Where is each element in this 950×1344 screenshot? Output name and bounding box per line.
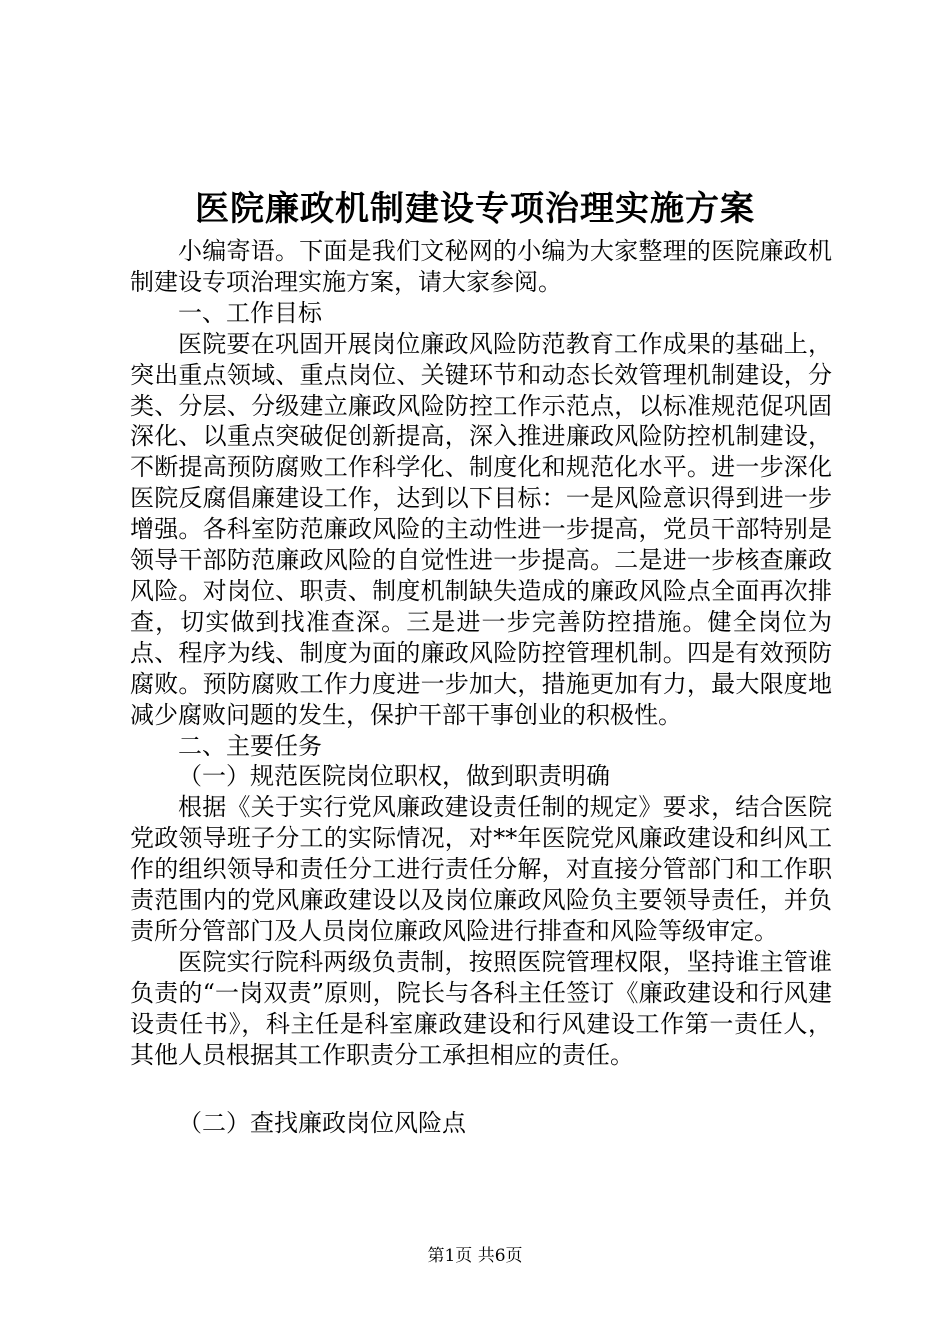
document-title: 医院廉政机制建设专项治理实施方案: [195, 189, 755, 229]
task-paragraph-1: 根据《关于实行党风廉政建设责任制的规定》要求，结合医院党政领导班子分工的实际情况，对**年医院党风廉政建设和纠风工作的组织领导和责任分工进行责任分解，对直接分管部门和工作职责范围内的党风廉政建设以及岗位廉政风险负主要领导责任，并负责所分管部门及人员岗位廉政风险进行排查和风险等级审定。: [130, 793, 832, 945]
intro-paragraph: 小编寄语。下面是我们文秘网的小编为大家整理的医院廉政机制建设专项治理实施方案，请大家参阅。: [130, 237, 832, 296]
subsection-heading-2: （二）查找廉政岗位风险点: [178, 1109, 466, 1138]
section-heading-tasks: 二、主要任务: [178, 731, 322, 760]
goals-paragraph: 医院要在巩固开展岗位廉政风险防范教育工作成果的基础上，突出重点领域、重点岗位、关键环节和动态长效管理机制建设，分类、分层、分级建立廉政风险防控工作示范点，以标准规范促巩固深化、以重点突破促创新提高，深入推进廉政风险防控机制建设，不断提高预防腐败工作科学化、制度化和规范化水平。进一步深化医院反腐倡廉建设工作，达到以下目标：一是风险意识得到进一步增强。各科室防范廉政风险的主动性进一步提高，党员干部特别是领导干部防范廉政风险的自觉性进一步提高。二是进一步核查廉政风险。对岗位、职责、制度机制缺失造成的廉政风险点全面再次排查，切实做到找准查深。三是进一步完善防控措施。健全岗位为点、程序为线、制度为面的廉政风险防控管理机制。四是有效预防腐败。预防腐败工作力度进一步加大，措施更加有力，最大限度地减少腐败问题的发生，保护干部干事创业的积极性。: [130, 329, 832, 729]
task-paragraph-2: 医院实行院科两级负责制，按照医院管理权限，坚持谁主管谁负责的“一岗双责”原则，院长与各科主任签订《廉政建设和行风建设责任书》，科主任是科室廉政建设和行风建设工作第一责任人，其他人员根据其工作职责分工承担相应的责任。: [130, 947, 832, 1069]
section-heading-goals: 一、工作目标: [178, 298, 322, 327]
document-body: [130, 236, 832, 1139]
subsection-heading-1: （一）规范医院岗位职权，做到职责明确: [178, 762, 610, 791]
page-footer: 第1页 共6页: [427, 1246, 523, 1266]
